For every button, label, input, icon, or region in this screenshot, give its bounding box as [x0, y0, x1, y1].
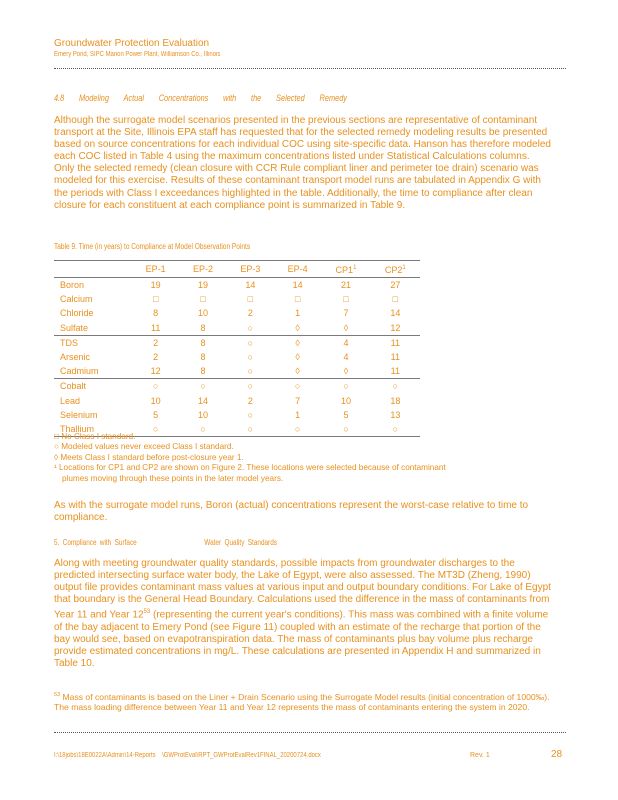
table-cell: ○: [247, 409, 254, 420]
table-cell: 1: [295, 409, 301, 420]
table-cell: ◊: [295, 322, 300, 333]
table-row-label: Boron: [60, 280, 85, 291]
table-cell: 8: [200, 352, 206, 363]
table-cell: 1: [295, 308, 301, 319]
table-cell: 8: [153, 308, 159, 319]
table-cell: ◊: [295, 366, 300, 377]
section-5-heading: 5. Compliance with Surface Water Quality Standards: [54, 538, 277, 547]
table-cell: ◊: [295, 337, 300, 348]
table-cell: 19: [197, 280, 208, 291]
table-cell: ○: [247, 381, 254, 392]
table-cell: 13: [390, 409, 401, 420]
table-cell: 4: [343, 352, 349, 363]
table-cell: 27: [390, 280, 401, 291]
table-row: [54, 394, 420, 408]
table-row: [54, 335, 420, 350]
header-subtitle: Emery Pond, SIPC Marion Power Plant, Williamson Co., Illinois: [54, 51, 221, 58]
table-cell: ○: [247, 337, 254, 348]
footer-revision: Rev. 1: [470, 752, 490, 759]
table-cell: 11: [390, 366, 400, 377]
table-header-cell: EP-1: [145, 264, 166, 274]
table-cell: 14: [390, 308, 401, 319]
table-header-label: CP1: [335, 265, 354, 275]
table-header-cell: EP-4: [287, 264, 308, 274]
table-cell: ◊: [295, 352, 300, 363]
table-cell: 10: [197, 308, 208, 319]
footer-rule: [54, 732, 566, 733]
table-cell: ○: [294, 381, 301, 392]
table-row: [54, 379, 420, 394]
table-9-notes: [54, 432, 554, 484]
table-cell: 14: [245, 280, 256, 291]
table-header-cell: EP-3: [240, 264, 261, 274]
table-cell: 11: [150, 322, 161, 333]
table-cell: 14: [197, 395, 208, 406]
section-5-text-a: Along with meeting groundwater quality standards, possible impacts from groundwater discharges to the predicted intersecting surface water body, the Lake of Egypt, were also assessed. The MT3D (Zheng, 1990) output file provides contaminant mass values at various input and output boundary conditions. For Lake of Egypt that boundary is the General Head Boundary. Calculations used the difference in the mass of contaminants from Year 11 and Year 12: [54, 558, 551, 621]
table-cell: ○: [200, 423, 206, 434]
table-cell: ○: [152, 381, 159, 392]
footnote-reference: 53: [143, 609, 151, 616]
table-cell: 11: [390, 352, 400, 363]
table-cell: 19: [150, 280, 161, 291]
table-row-label: Cadmium: [60, 366, 99, 377]
table-cell: 2: [247, 308, 253, 319]
section-5-paragraph: [54, 558, 552, 670]
table-cell: □: [247, 294, 254, 305]
table-cell: 12: [150, 366, 161, 377]
table-cell: □: [294, 294, 301, 305]
table-cell: 2: [153, 352, 159, 363]
table-cell: 8: [200, 366, 206, 377]
footnote-marker: 53: [54, 692, 61, 698]
table-row: [54, 292, 420, 306]
table-note: ○ Modeled values never exceed Class I standard.: [54, 442, 234, 452]
table-row-label: TDS: [60, 337, 78, 348]
table-row: [54, 408, 420, 422]
table-header-label: CP2: [384, 265, 403, 275]
paragraph-after-table: As with the surrogate model runs, Boron (actual) concentrations represent the worst-case relative to time to compliance.: [54, 500, 529, 524]
table-header-cell: $CP1^1$: [335, 265, 357, 275]
table-row-label: Thallium: [60, 423, 95, 434]
table-cell: ○: [392, 381, 399, 392]
table-cell: ◊: [343, 322, 349, 333]
table-note: ◊ Meets Class I standard before post-closure year 1.: [54, 452, 244, 462]
table-header-row: [54, 261, 420, 278]
table-note: □ No Class I standard.: [54, 432, 136, 441]
table-cell: 4: [343, 337, 349, 348]
table-cell: 2: [153, 337, 159, 348]
table-cell: 10: [340, 395, 351, 406]
table-cell: ○: [200, 381, 206, 392]
table-cell: 10: [197, 409, 208, 420]
table-cell: 2: [247, 395, 253, 406]
table-cell: 7: [343, 308, 349, 319]
table-cell: 5: [343, 409, 349, 420]
table-cell: ○: [343, 381, 349, 392]
table-cell: ○: [294, 423, 301, 434]
section-4-8-heading: 4.8 Modeling Actual Concentrations with the Selected Remedy: [54, 93, 348, 103]
table-cell: □: [152, 294, 159, 305]
table-cell: ○: [247, 352, 254, 363]
table-cell: ○: [152, 423, 159, 434]
table-row-label: Selenium: [60, 409, 98, 420]
table-row: [54, 364, 420, 379]
table-cell: ○: [247, 366, 254, 377]
table-cell: 8: [200, 322, 206, 333]
table-cell: 18: [390, 395, 401, 406]
table-row-label: Arsenic: [60, 352, 91, 363]
table-row: [54, 321, 420, 336]
table-cell: ○: [392, 423, 399, 434]
table-row-label: Lead: [60, 395, 81, 406]
footer-file-path: I:\18jobs\18E0022A\Admin\14-Reports \GWProtEval\RPT_GWProtEvalRev1FINAL_20200724.docx: [54, 752, 321, 759]
table-row-label: Chloride: [60, 308, 94, 319]
table-cell: 21: [340, 280, 351, 291]
table-row-label: Sulfate: [60, 322, 89, 333]
section-4-8-paragraph: Although the surrogate model scenarios presented in the previous sections are representative of contaminant transport at the Site, Illinois EPA staff has requested that for the selected remedy modeling results be presented based on source concentrations for each individual COC using site-specific data. Hanson has therefore modeled each COC listed in Table 4 using the maximum concentrations listed under Statistical Calculations columns. Only the selected remedy (clean closure with CCR Rule compliant liner and perimeter toe drain) scenario was modeled for this exercise. Results of these contaminant transport model runs are tabulated in Appendix G with the periods with Class I exceedances highlighted in the table. Additionally, the time to compliance after clean closure for each constituent at each compliance point is summarized in Table 9.: [54, 115, 551, 211]
table-9-caption: Table 9. Time (in years) to Compliance at Model Observation Points: [54, 242, 251, 251]
table-header-cell: EP-2: [192, 264, 213, 274]
table-cell: ◊: [343, 366, 349, 377]
table-9: [54, 260, 420, 437]
table-cell: □: [343, 294, 349, 305]
table-header-cell: [54, 261, 132, 278]
table-cell: 12: [390, 322, 401, 333]
footnote-text: Mass of contaminants is based on the Liner + Drain Scenario using the Surrogate Model results (initial concentration of 1000‰). The mass loading difference between Year 11 and Year 12 represents the mass of contaminants entering the system in 2020.: [54, 691, 550, 713]
page-number: 28: [551, 749, 563, 760]
footnote: [54, 690, 554, 713]
table-cell: □: [392, 294, 399, 305]
table-cell: 10: [150, 395, 161, 406]
table-row: [54, 306, 420, 320]
header-title: Groundwater Protection Evaluation: [54, 38, 210, 49]
table-note: ¹ Locations for CP1 and CP2 are shown on Figure 2. These locations were selected because of contaminant: [54, 463, 446, 473]
table-cell: ○: [343, 423, 349, 434]
table-cell: ○: [247, 322, 254, 333]
section-5-text-b: (representing the current year's conditions). This mass was combined with a finite volume of the bay adjacent to Emery Pond (see Figure 11) coupled with an estimate of the recharge that portion of the bay would see, based on evapotranspiration data. The mass of contaminants plus bay volume plus recharge provide estimated concentrations in mg/L. These calculations are presented in Appendix H and summarized in Table 10.: [54, 609, 549, 670]
table-note: plumes moving through these points in the later model years.: [62, 473, 284, 483]
table-cell: ○: [247, 423, 254, 434]
table-cell: 8: [200, 337, 206, 348]
table-cell: 5: [153, 409, 159, 420]
table-row: [54, 278, 420, 293]
table-cell: 14: [292, 280, 303, 291]
table-row-label: Cobalt: [60, 381, 87, 392]
table-cell: 7: [295, 395, 301, 406]
table-row-label: Calcium: [60, 294, 93, 305]
table-cell: □: [200, 294, 206, 305]
table-header-cell: $CP2^1$: [384, 265, 406, 275]
table-row: [54, 350, 420, 364]
table-cell: 11: [390, 337, 400, 348]
header-rule: [54, 68, 566, 69]
